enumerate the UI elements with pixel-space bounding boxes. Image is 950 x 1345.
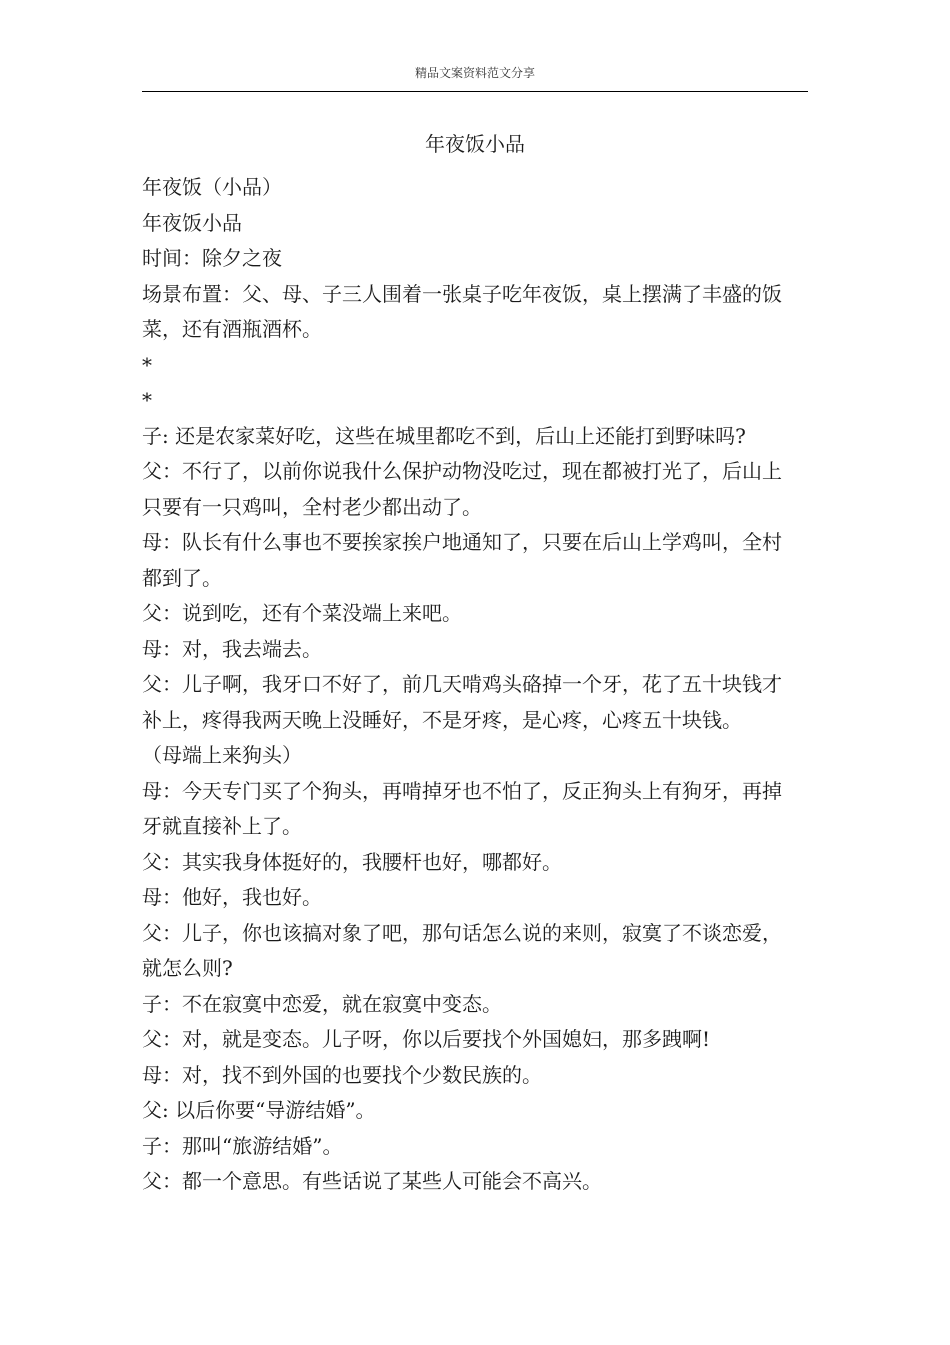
paragraph: 时间：除夕之夜 [142,246,282,270]
paragraph: 父：不行了，以前你说我什么保护动物没吃过，现在都被打光了，后山上只要有一只鸡叫，全村老少都出动了。 [142,459,782,519]
paragraph: * [142,352,152,377]
paragraph: （母端上来狗头） [142,743,302,767]
paragraph: * [142,388,152,412]
paragraph: 场景布置：父、母、子三人围着一张桌子吃年夜饭，桌上摆满了丰盛的饭菜，还有酒瓶酒杯。 [142,281,782,341]
page-header: 精品文案资料范文分享 [414,66,535,80]
paragraph: 子: 还是农家菜好吃，这些在城里都吃不到，后山上还能打到野味吗? [142,423,746,448]
paragraph: 母：对，找不到外国的也要找个少数民族的。 [142,1062,542,1087]
paragraph: 母：队长有什么事也不要挨家挨户地通知了，只要在后山上学鸡叫，全村都到了。 [142,530,782,590]
paragraph: 母：对，我去端去。 [142,636,322,661]
paragraph: 子：那叫“旅游结婚”。 [142,1133,343,1158]
paragraph: 父: 以后你要“导游结婚”。 [142,1098,376,1122]
paragraph: 年夜饭（小品） [142,175,282,199]
paragraph: 母：他好，我也好。 [142,885,322,909]
paragraph: 父：儿子啊，我牙口不好了，前几天啃鸡头硌掉一个牙，花了五十块钱才补上，疼得我两天晚上没睡好，不是牙疼，是心疼，心疼五十块钱。 [142,672,782,732]
document-title: 年夜饭小品 [425,132,525,156]
paragraph: 父：对，就是变态。儿子呀，你以后要找个外国媳妇，那多跩啊! [142,1027,711,1051]
paragraph: 父：都一个意思。有些话说了某些人可能会不高兴。 [142,1169,602,1193]
document-body [142,170,782,1200]
paragraph: 年夜饭小品 [142,210,242,235]
paragraph: 父：其实我身体挺好的，我腰杆也好，哪都好。 [142,849,562,874]
paragraph: 母：今天专门买了个狗头，再啃掉牙也不怕了，反正狗头上有狗牙，再掉牙就直接补上了。 [142,778,782,838]
paragraph: 父：儿子，你也该搞对象了吧，那句话怎么说的来则，寂寞了不谈恋爱，就怎么则? [142,920,782,980]
header-divider [142,91,808,92]
paragraph: 父：说到吃，还有个菜没端上来吧。 [142,601,462,625]
paragraph: 子：不在寂寞中恋爱，就在寂寞中变态。 [142,991,502,1016]
